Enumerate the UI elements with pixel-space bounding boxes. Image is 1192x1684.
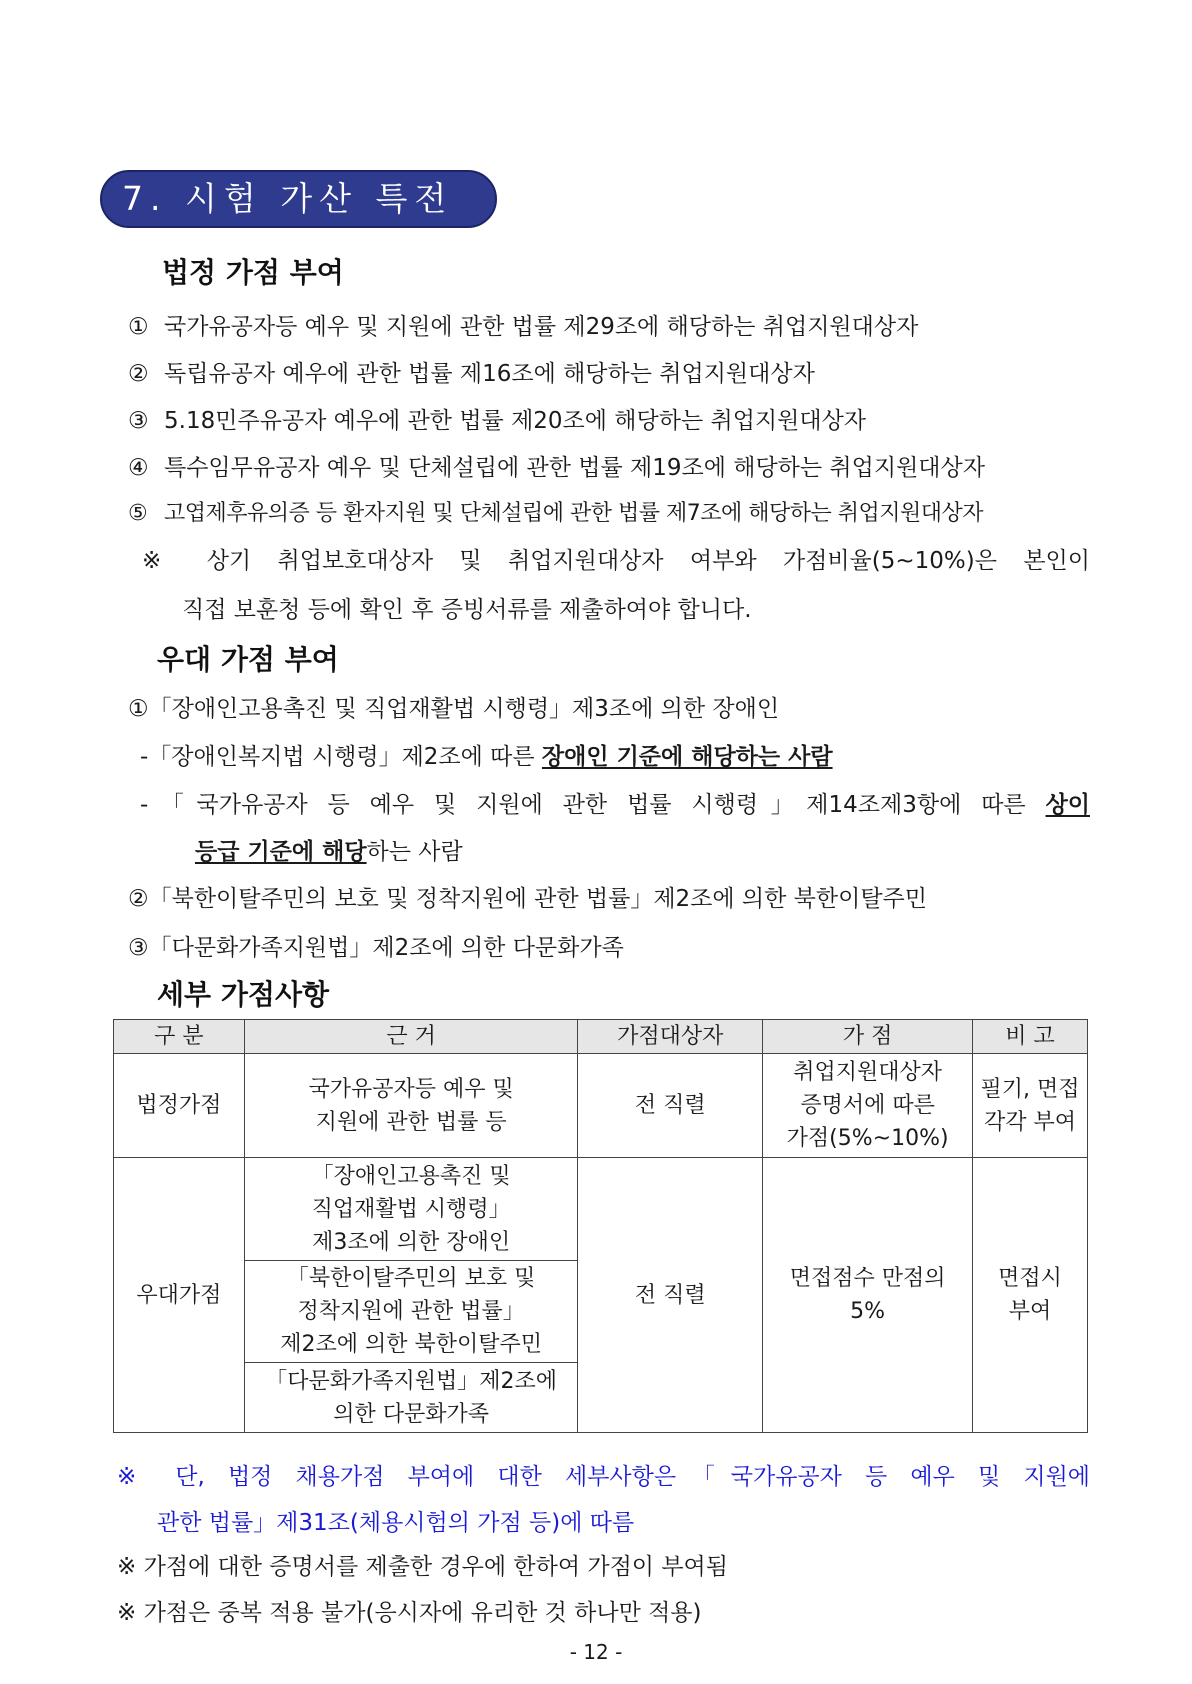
preferential-item-1: ①「장애인고용촉진 및 직업재활법 시행령」제3조에 의한 장애인 [128, 696, 780, 722]
bonus-detail-table [113, 1019, 1088, 1433]
basis-cell [244, 1261, 578, 1363]
preferential-sub-2-cont [195, 833, 463, 866]
points-cell [763, 1054, 973, 1158]
item-text: 고엽제후유의증 등 환자지원 및 단체설립에 관한 법률 제7조에 해당하는 취업지원대상자 [164, 501, 984, 526]
cell-line: 직업재활법 시행령」 [311, 1196, 511, 1222]
page-number: - 12 - [569, 1640, 623, 1664]
preferential-item-3: ③「다문화가족지원법」제2조에 의한 다문화가족 [128, 935, 624, 961]
legal-item-2 [128, 355, 815, 388]
header-basis: 근 거 [244, 1020, 578, 1054]
item-number: ⑤ [128, 501, 148, 526]
category-cell: 우대가점 [114, 1158, 245, 1433]
table-header-row [114, 1020, 1088, 1054]
legal-bonus-title: 법정 가점 부여 [162, 256, 344, 289]
legal-item-4 [128, 449, 985, 482]
category-cell: 법정가점 [114, 1054, 245, 1158]
note-blue-line-1: ※ 단, 법정 채용가점 부여에 대한 세부사항은「국가유공자 등 예우 및 지원에 [117, 1464, 1090, 1490]
emphasis-text: 등급 기준에 해당 [195, 839, 367, 865]
target-cell: 전 직렬 [578, 1158, 763, 1433]
basis-cell [244, 1158, 578, 1261]
header-category: 구 분 [114, 1020, 245, 1054]
legal-note-line-2: 직접 보훈청 등에 확인 후 증빙서류를 제출하여야 합니다. [182, 597, 752, 623]
sub-text: -「장애인복지법 시행령」제2조에 따른 [140, 744, 542, 770]
cell-line: 필기, 면접 [980, 1076, 1080, 1102]
item-text: 국가유공자등 예우 및 지원에 관한 법률 제29조에 해당하는 취업지원대상자 [164, 314, 919, 340]
cell-line: 5% [850, 1299, 886, 1324]
table-row [114, 1054, 1088, 1158]
legal-item-5 [128, 496, 983, 527]
sub-text: -「국가유공자 등 예우 및 지원에 관한 법률 시행령」제14조제3항에 따른 [140, 792, 1046, 818]
cell-line: 각각 부여 [984, 1109, 1077, 1135]
item-text: 특수임무유공자 예우 및 단체설립에 관한 법률 제19조에 해당하는 취업지원대상자 [164, 455, 985, 481]
cell-line: 면접시 [998, 1266, 1062, 1291]
emphasis-text: 장애인 기준에 해당하는 사람 [541, 744, 833, 770]
details-title: 세부 가점사항 [157, 978, 330, 1011]
header-target: 가점대상자 [578, 1020, 763, 1054]
legal-item-1 [128, 308, 918, 341]
basis-cell [244, 1363, 578, 1433]
cell-line: 국가유공자등 예우 및 [308, 1076, 514, 1102]
remark-cell [973, 1054, 1088, 1158]
preferential-bonus-title: 우대 가점 부여 [157, 643, 339, 676]
header-remark: 비 고 [973, 1020, 1088, 1054]
section-header: 7. 시험 가산 특전 [100, 170, 497, 228]
cell-line: 「북한이탈주민의 보호 및 [286, 1266, 536, 1291]
cell-line: 「다문화가족지원법」제2조에 [265, 1368, 558, 1394]
points-cell [763, 1158, 973, 1433]
preferential-item-2: ②「북한이탈주민의 보호 및 정착지원에 관한 법률」제2조에 의한 북한이탈주민 [128, 886, 927, 912]
item-number: ② [128, 361, 149, 387]
item-text: 5.18민주유공자 예우에 관한 법률 제20조에 해당하는 취업지원대상자 [164, 408, 867, 434]
basis-cell [244, 1054, 578, 1158]
remark-cell [973, 1158, 1088, 1433]
header-points: 가 점 [763, 1020, 973, 1054]
note-blue-line-2: 관한 법률」제31조(체용시험의 가점 등)에 따름 [157, 1510, 635, 1536]
preferential-sub-1 [140, 738, 833, 771]
cell-line: 지원에 관한 법률 등 [315, 1109, 507, 1135]
note-line-4: ※ 가점은 중복 적용 불가(응시자에 유리한 것 하나만 적용) [117, 1600, 702, 1626]
table-row [114, 1158, 1088, 1261]
legal-note-line-1: ※ 상기 취업보호대상자 및 취업지원대상자 여부와 가점비율(5~10%)은 본인이 [142, 548, 1090, 574]
cell-line: 정착지원에 관한 법률」 [297, 1299, 525, 1324]
item-number: ① [128, 314, 149, 340]
preferential-sub-2 [140, 786, 1090, 819]
item-number: ④ [128, 455, 149, 481]
cell-line: 부여 [1008, 1299, 1052, 1324]
cell-line: 제2조에 의한 북한이탈주민 [280, 1332, 543, 1357]
cell-line: 취업지원대상자 [793, 1060, 942, 1085]
item-text: 독립유공자 예우에 관한 법률 제16조에 해당하는 취업지원대상자 [164, 361, 815, 387]
cell-line: 가점(5%~10%) [786, 1126, 949, 1151]
item-number: ③ [128, 408, 149, 434]
target-cell: 전 직렬 [578, 1054, 763, 1158]
sub-text: 하는 사람 [366, 839, 463, 865]
legal-item-3 [128, 402, 866, 435]
cell-line: 증명서에 따른 [800, 1093, 935, 1118]
cell-line: 제3조에 의한 장애인 [312, 1229, 511, 1255]
cell-line: 면접점수 만점의 [789, 1266, 946, 1291]
cell-line: 「장애인고용촉진 및 [311, 1163, 511, 1189]
note-line-3: ※ 가점에 대한 증명서를 제출한 경우에 한하여 가점이 부여됨 [117, 1554, 728, 1580]
emphasis-text: 상이 [1045, 792, 1090, 818]
cell-line: 의한 다문화가족 [333, 1401, 490, 1427]
